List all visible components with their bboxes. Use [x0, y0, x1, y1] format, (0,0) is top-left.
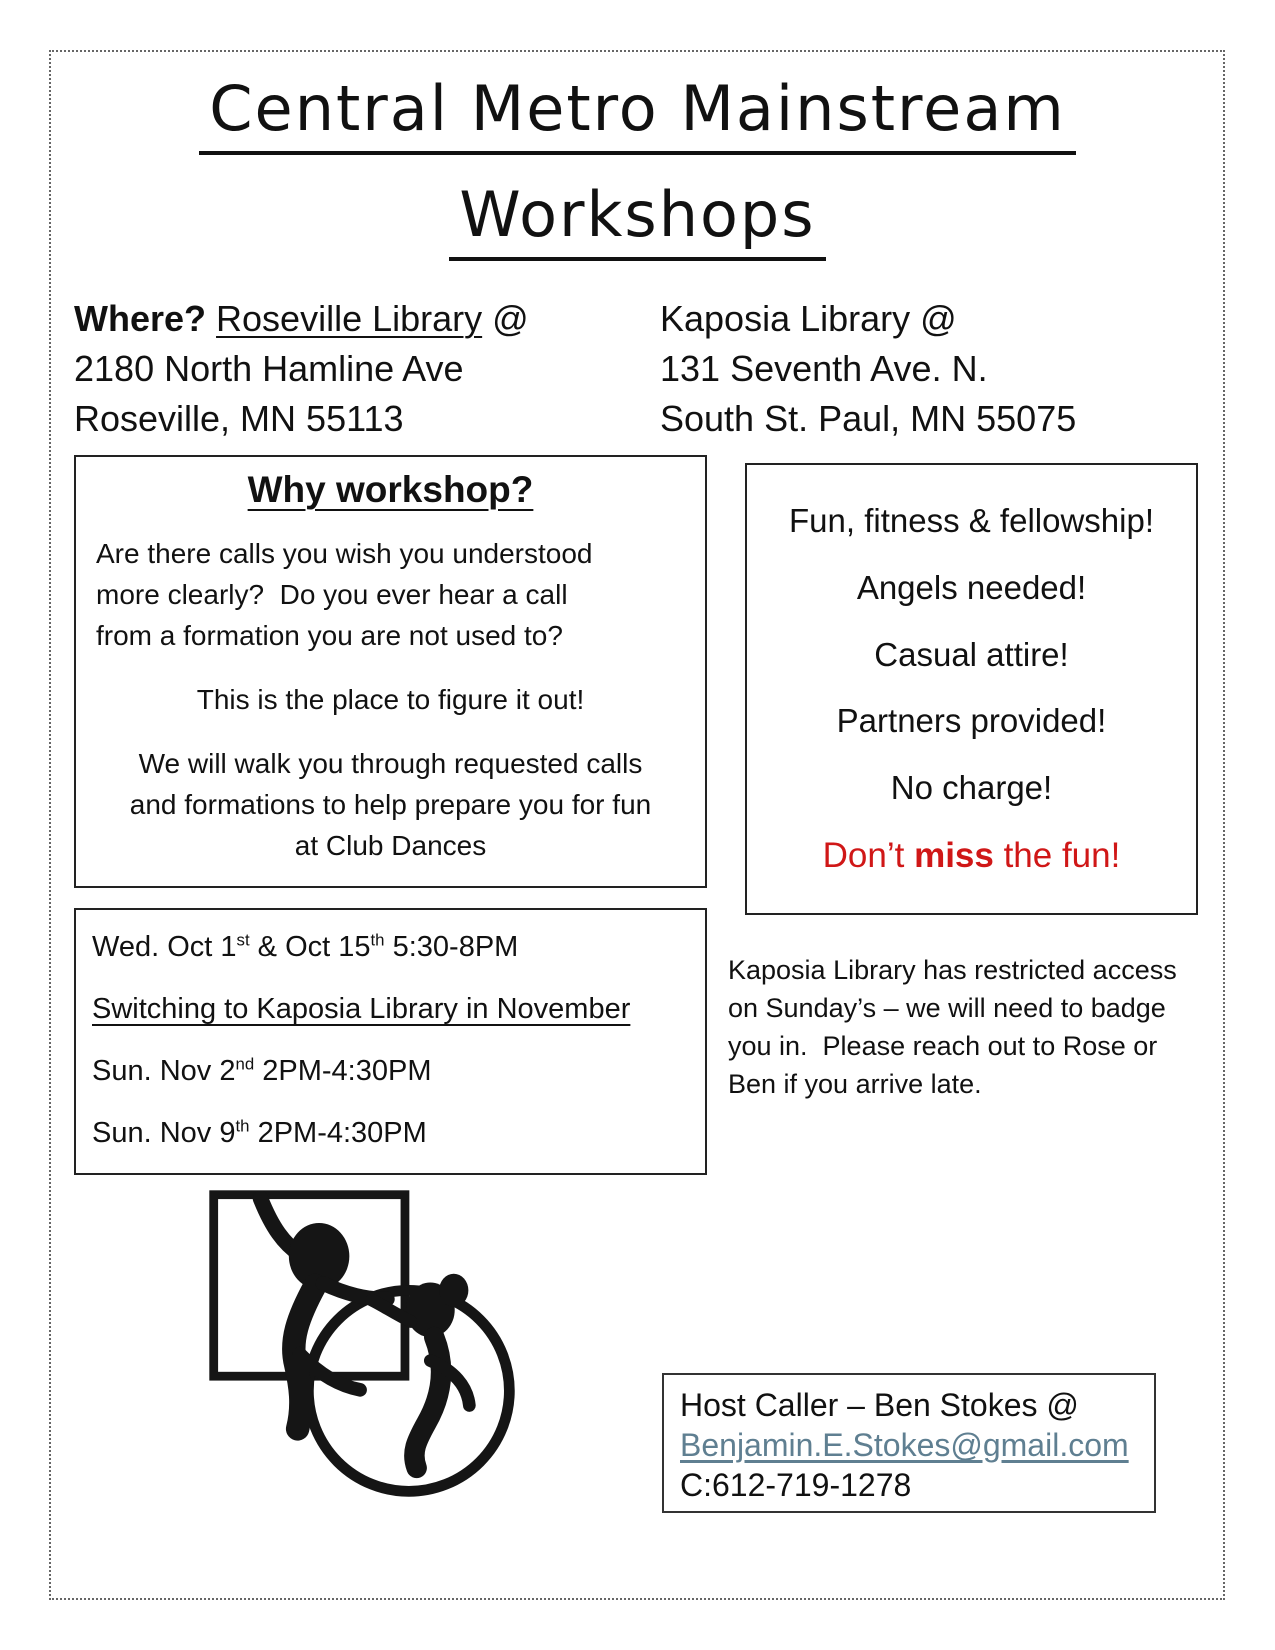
roseville-address-line2: Roseville, MN 55113	[74, 398, 404, 439]
perk-casual-attire: Casual attire!	[874, 635, 1069, 673]
host-caller-line: Host Caller – Ben Stokes @	[680, 1387, 1079, 1423]
why-workshop-box	[74, 455, 707, 888]
schedule-box	[74, 908, 707, 1175]
kaposia-address-line1: 131 Seventh Ave. N.	[660, 348, 988, 389]
perk-angels-needed: Angels needed!	[856, 568, 1087, 606]
perks-box	[745, 463, 1198, 915]
schedule-october-dates: Wed. Oct 1st & Oct 15th 5:30-8PM	[92, 930, 519, 963]
square-dance-logo	[198, 1183, 528, 1505]
ordinal-nd: nd	[235, 1054, 255, 1074]
roseville-library-name: Roseville Library	[216, 298, 483, 339]
host-caller-box	[662, 1373, 1156, 1513]
why-paragraph-1: Are there calls you wish you understood more clearly? Do you ever hear a call from a formation you are not used to?	[96, 538, 593, 651]
schedule-nov-9: Sun. Nov 9th 2PM-4:30PM	[92, 1116, 427, 1149]
schedule-switch-note: Switching to Kaposia Library in November	[92, 993, 631, 1025]
schedule-nov-2: Sun. Nov 2nd 2PM-4:30PM	[92, 1054, 432, 1087]
perk-partners-provided: Partners provided!	[836, 702, 1107, 740]
kaposia-address-line2: South St. Paul, MN 55075	[660, 398, 1077, 439]
where-line-roseville	[74, 294, 529, 344]
square-dance-dancers-icon	[198, 1183, 528, 1505]
kaposia-access-note: Kaposia Library has restricted access on Sunday’s – we will need to badge you in. Please reach out to Rose or Ben if you arrive late.	[728, 955, 1177, 1099]
roseville-address-line1: 2180 North Hamline Ave	[74, 348, 464, 389]
perk-no-charge: No charge!	[890, 769, 1053, 807]
why-workshop-heading: Why workshop?	[247, 469, 534, 510]
ordinal-th: th	[235, 1116, 250, 1136]
dont-miss-the-fun-text: Don’t miss the fun!	[822, 836, 1121, 876]
host-phone: C:612-719-1278	[680, 1467, 912, 1503]
ordinal-th: th	[370, 930, 385, 950]
host-email-link[interactable]: Benjamin.E.Stokes@gmail.com	[680, 1427, 1129, 1463]
title-line-1: Central Metro Mainstream	[199, 75, 1075, 155]
perk-fun-fitness: Fun, fitness & fellowship!	[789, 501, 1154, 539]
where-roseville-block	[74, 294, 529, 444]
ordinal-st: st	[236, 930, 250, 950]
where-label: Where?	[74, 298, 207, 339]
title-line-2: Workshops	[449, 181, 825, 261]
roseville-at-suffix: @	[492, 298, 529, 339]
flyer-title	[0, 72, 1275, 261]
why-paragraph-2: This is the place to figure it out!	[196, 684, 585, 715]
where-kaposia-block	[660, 294, 1076, 444]
why-paragraph-3: We will walk you through requested calls and formations to help prepare you for fun at Club Dances	[129, 748, 652, 861]
kaposia-library-name: Kaposia Library @	[660, 298, 957, 339]
